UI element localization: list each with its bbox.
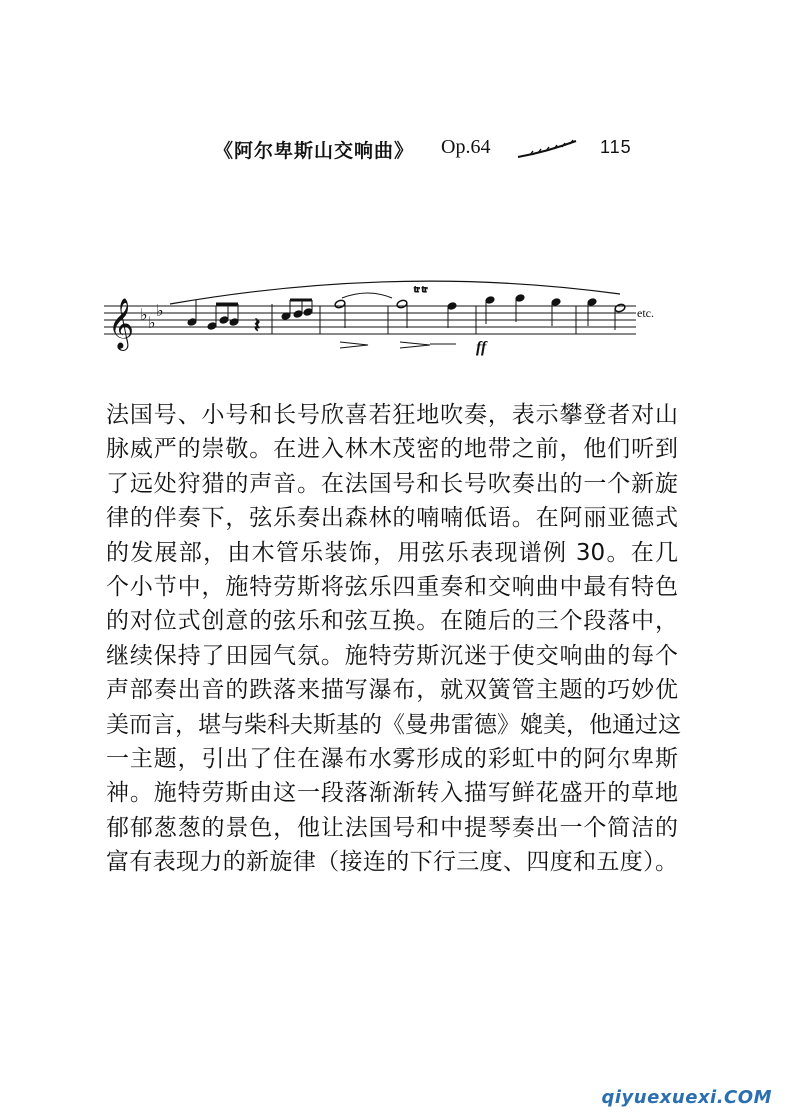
paragraph-line: 一主题，引出了住在瀑布水雾形成的彩虹中的阿尔卑斯	[106, 745, 678, 772]
watermark-text: qiyuexuexi.COM	[601, 1087, 772, 1108]
music-excerpt	[100, 270, 680, 360]
paragraph-line: 律的伴奏下，弦乐奏出森林的喃喃低语。在阿丽亚德式	[106, 505, 678, 532]
paragraph-line: 脉威严的崇敬。在进入林木茂密的地带之前，他们听到	[106, 436, 678, 463]
paragraph-line: 了远处狩猎的声音。在法国号和长号吹奏出的一个新旋	[106, 470, 678, 497]
paragraph-line: 的对位式创意的弦乐和弦互换。在随后的三个段落中，	[106, 608, 678, 635]
paragraph-line: 声部奏出音的跌落来描写瀑布，就双簧管主题的巧妙优	[106, 677, 678, 704]
paragraph-line: 法国号、小号和长号欣喜若狂地吹奏，表示攀登者对山	[106, 402, 678, 428]
svg-text:tr tr: tr tr	[414, 284, 428, 294]
header-opus: Op.64	[441, 136, 491, 158]
score-etc-label: etc.	[637, 306, 654, 320]
staff	[104, 306, 636, 334]
paragraph-line: 的发展部，由木管乐装饰，用弦乐表现谱例 30。在几	[106, 539, 678, 566]
running-header	[214, 136, 644, 166]
flat-sign-icon: ♭	[156, 301, 164, 320]
body-paragraph	[106, 398, 681, 879]
dynamics-hairpins	[340, 342, 456, 348]
paragraph-line: 神。施特劳斯由这一段落渐渐转入描写鲜花盛开的草地	[106, 780, 678, 807]
paragraph-line: 美而言，堪与柴科夫斯基的《曼弗雷德》媲美，他通过这	[106, 711, 681, 738]
flat-sign-icon: ♭	[148, 313, 156, 332]
ornament-icon	[516, 138, 578, 160]
page-number: 115	[600, 137, 632, 157]
header-title: 《阿尔卑斯山交响曲》	[214, 140, 415, 162]
flat-sign-icon: ♭	[140, 305, 148, 324]
paragraph-line: 富有表现力的新旋律（接连的下行三度、四度和五度）。	[106, 849, 678, 876]
treble-clef-icon: 𝄞	[108, 298, 135, 349]
dynamic-marking: ff	[476, 339, 487, 356]
paragraph-line: 个小节中，施特劳斯将弦乐四重奏和交响曲中最有特色	[106, 573, 678, 600]
paragraph-line: 郁郁葱葱的景色，他让法国号和中提琴奏出一个简洁的	[106, 814, 678, 841]
svg-text:𝄽: 𝄽	[254, 313, 261, 337]
paragraph-line: 继续保持了田园气氛。施特劳斯沉迷于使交响曲的每个	[106, 642, 678, 669]
